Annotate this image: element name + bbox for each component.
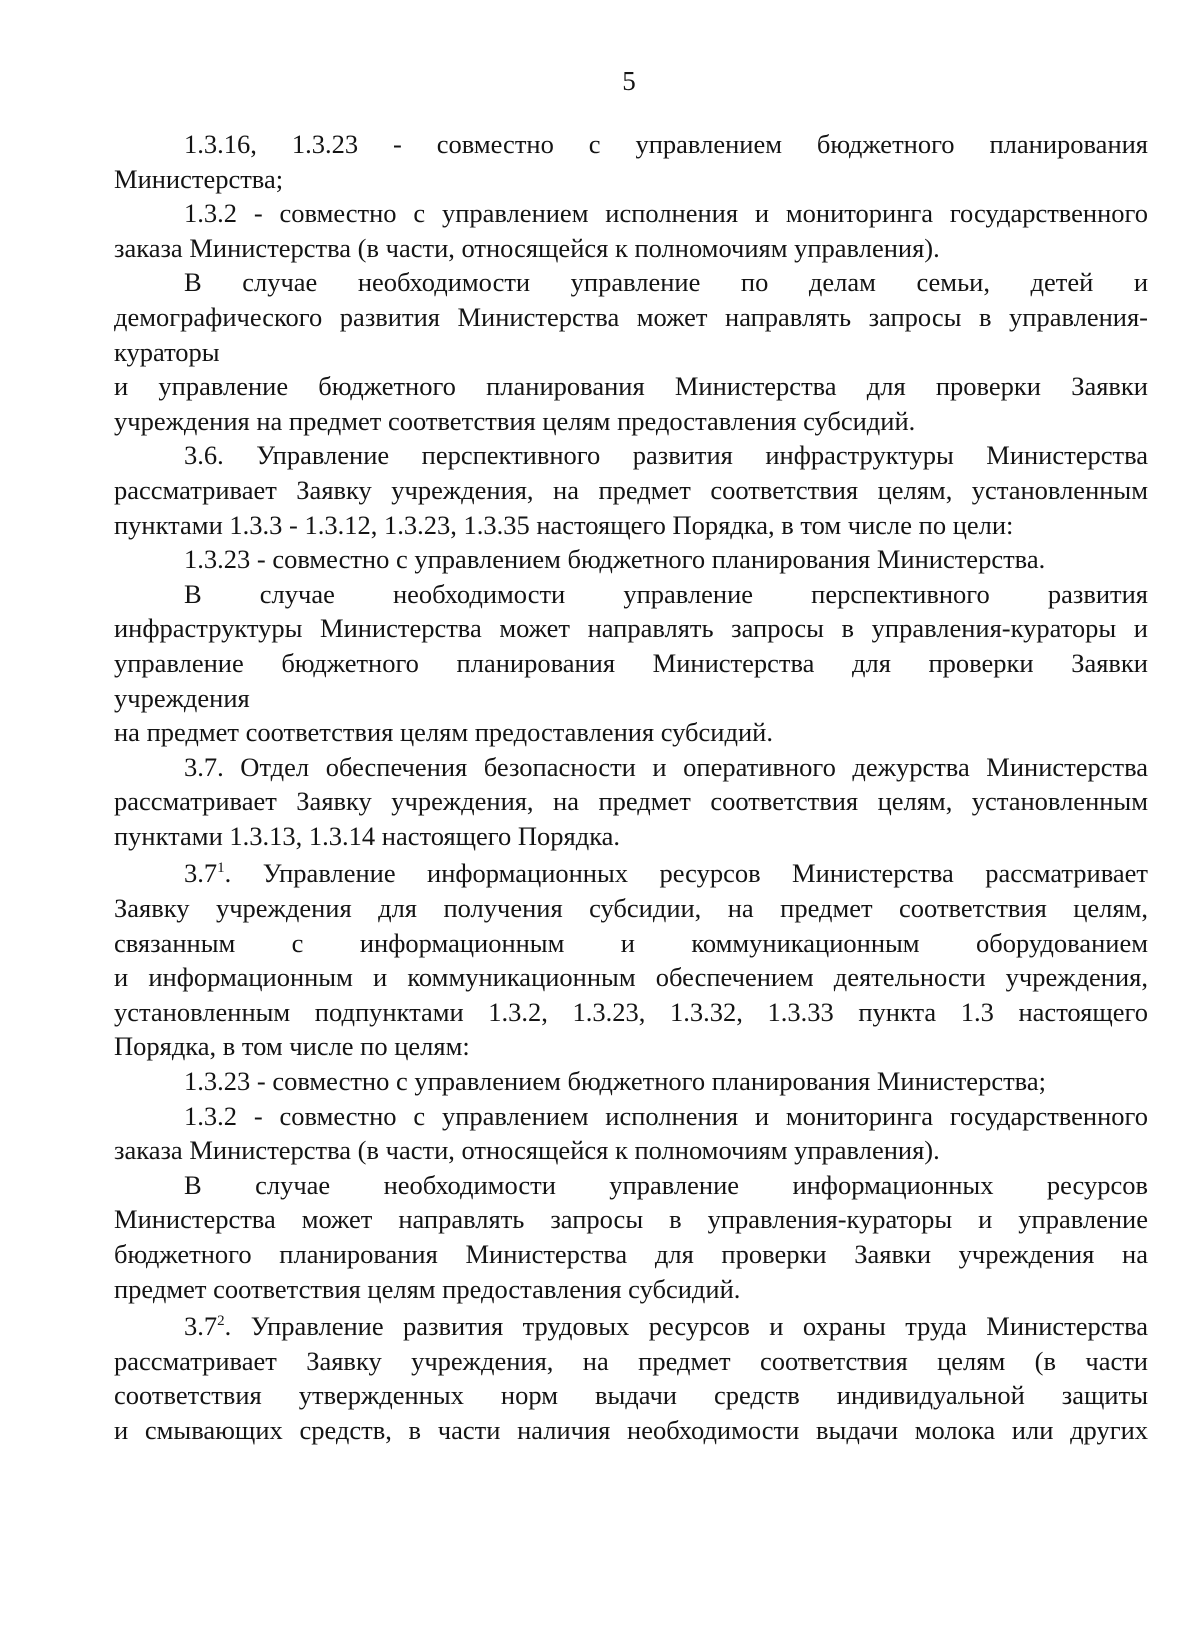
paragraph-1-3-2 xyxy=(114,196,1148,265)
text-line: инфраструктуры Министерства может направлять запросы в управления-кураторы и xyxy=(114,613,1148,644)
section-text: . Управление информационных ресурсов Министерства рассматривает xyxy=(224,858,1148,889)
text-line: и смывающих средств, в части наличия необходимости выдачи молока или других xyxy=(114,1414,1148,1445)
paragraph-1-3-16 xyxy=(114,127,1148,196)
text-line: предмет соответствия целям предоставления субсидий. xyxy=(114,1273,741,1304)
text-line: кураторы xyxy=(114,336,220,367)
paragraph-3-7-2 xyxy=(114,1309,1148,1447)
text-line: учреждения xyxy=(114,682,250,713)
section-text: . Управление развития трудовых ресурсов и охраны труда Министерства xyxy=(224,1311,1148,1342)
text-line: 1.3.16, 1.3.23 - совместно с управлением бюджетного планирования xyxy=(184,129,1148,159)
section-number: 3.7 xyxy=(184,1311,218,1342)
text-line: В случае необходимости управление перспективного развития xyxy=(184,578,1148,609)
text-line: 1.3.2 - совместно с управлением исполнения и мониторинга государственного xyxy=(184,198,1148,229)
paragraph-3-6 xyxy=(114,438,1148,542)
paragraph-3-7-1 xyxy=(114,856,1148,1064)
text-line: демографического развития Министерства может направлять запросы в управления- xyxy=(114,301,1148,332)
text-line: и управление бюджетного планирования Министерства для проверки Заявки xyxy=(114,371,1148,402)
text-line: 3.7. Отдел обеспечения безопасности и оперативного дежурства Министерства xyxy=(184,751,1148,782)
text-line: Порядка, в том числе по целям: xyxy=(114,1031,470,1062)
text-line: заказа Министерства (в части, относящейся к полномочиям управления). xyxy=(114,1135,940,1166)
text-line: управление бюджетного планирования Министерства для проверки Заявки xyxy=(114,647,1148,678)
paragraph-family-department xyxy=(114,265,1148,438)
text-line: рассматривает Заявку учреждения, на предмет соответствия целям, установленным xyxy=(114,786,1148,817)
text-line: 1.3.23 - совместно с управлением бюджетного планирования Министерства. xyxy=(184,544,1046,575)
paragraph-3-7 xyxy=(114,750,1148,854)
text-line: 1.3.2 - совместно с управлением исполнения и мониторинга государственного xyxy=(184,1100,1148,1131)
text-line: 1.3.23 - совместно с управлением бюджетного планирования Министерства; xyxy=(184,1066,1046,1097)
paragraph-1-3-23-b xyxy=(114,1064,1148,1099)
text-line: Министерства может направлять запросы в управления-кураторы и управление xyxy=(114,1204,1148,1235)
text-line: Заявку учреждения для получения субсидии, на предмет соответствия целям, xyxy=(114,893,1148,924)
text-line xyxy=(114,1309,1148,1344)
text-line: пунктами 1.3.3 - 1.3.12, 1.3.23, 1.3.35 настоящего Порядка, в том числе по цели: xyxy=(114,509,1014,540)
text-line: рассматривает Заявку учреждения, на предмет соответствия целям, установленным xyxy=(114,474,1148,505)
document-body xyxy=(114,127,1148,1448)
text-line: учреждения на предмет соответствия целям предоставления субсидий. xyxy=(114,405,916,436)
paragraph-infrastructure xyxy=(114,577,1148,750)
section-number: 3.7 xyxy=(184,858,218,889)
text-line: связанным с информационным и коммуникационным оборудованием xyxy=(114,927,1148,958)
text-line: пунктами 1.3.13, 1.3.14 настоящего Порядка. xyxy=(114,820,621,851)
text-line: В случае необходимости управление информационных ресурсов xyxy=(184,1169,1148,1200)
superscript: 2 xyxy=(217,1313,225,1330)
text-line: заказа Министерства (в части, относящейся к полномочиям управления). xyxy=(114,232,940,263)
page-number: 5 xyxy=(622,66,636,96)
text-line: и информационным и коммуникационным обеспечением деятельности учреждения, xyxy=(114,962,1148,993)
text-line: на предмет соответствия целям предоставления субсидий. xyxy=(114,717,773,748)
paragraph-1-3-23-a xyxy=(114,542,1148,577)
text-line: соответствия утвержденных норм выдачи средств индивидуальной защиты xyxy=(114,1380,1148,1411)
paragraph-1-3-2-b xyxy=(114,1099,1148,1168)
text-line: Министерства; xyxy=(114,163,284,194)
text-line: рассматривает Заявку учреждения, на предмет соответствия целям (в части xyxy=(114,1345,1148,1376)
text-line: установленным подпунктами 1.3.2, 1.3.23, 1.3.32, 1.3.33 пункта 1.3 настоящего xyxy=(114,996,1148,1027)
text-line xyxy=(114,856,1148,891)
superscript: 1 xyxy=(217,860,225,877)
text-line: В случае необходимости управление по делам семьи, детей и xyxy=(184,267,1148,298)
text-line: бюджетного планирования Министерства для проверки Заявки учреждения на xyxy=(114,1239,1148,1269)
paragraph-information-resources xyxy=(114,1168,1148,1306)
text-line: 3.6. Управление перспективного развития инфраструктуры Министерства xyxy=(184,440,1148,471)
